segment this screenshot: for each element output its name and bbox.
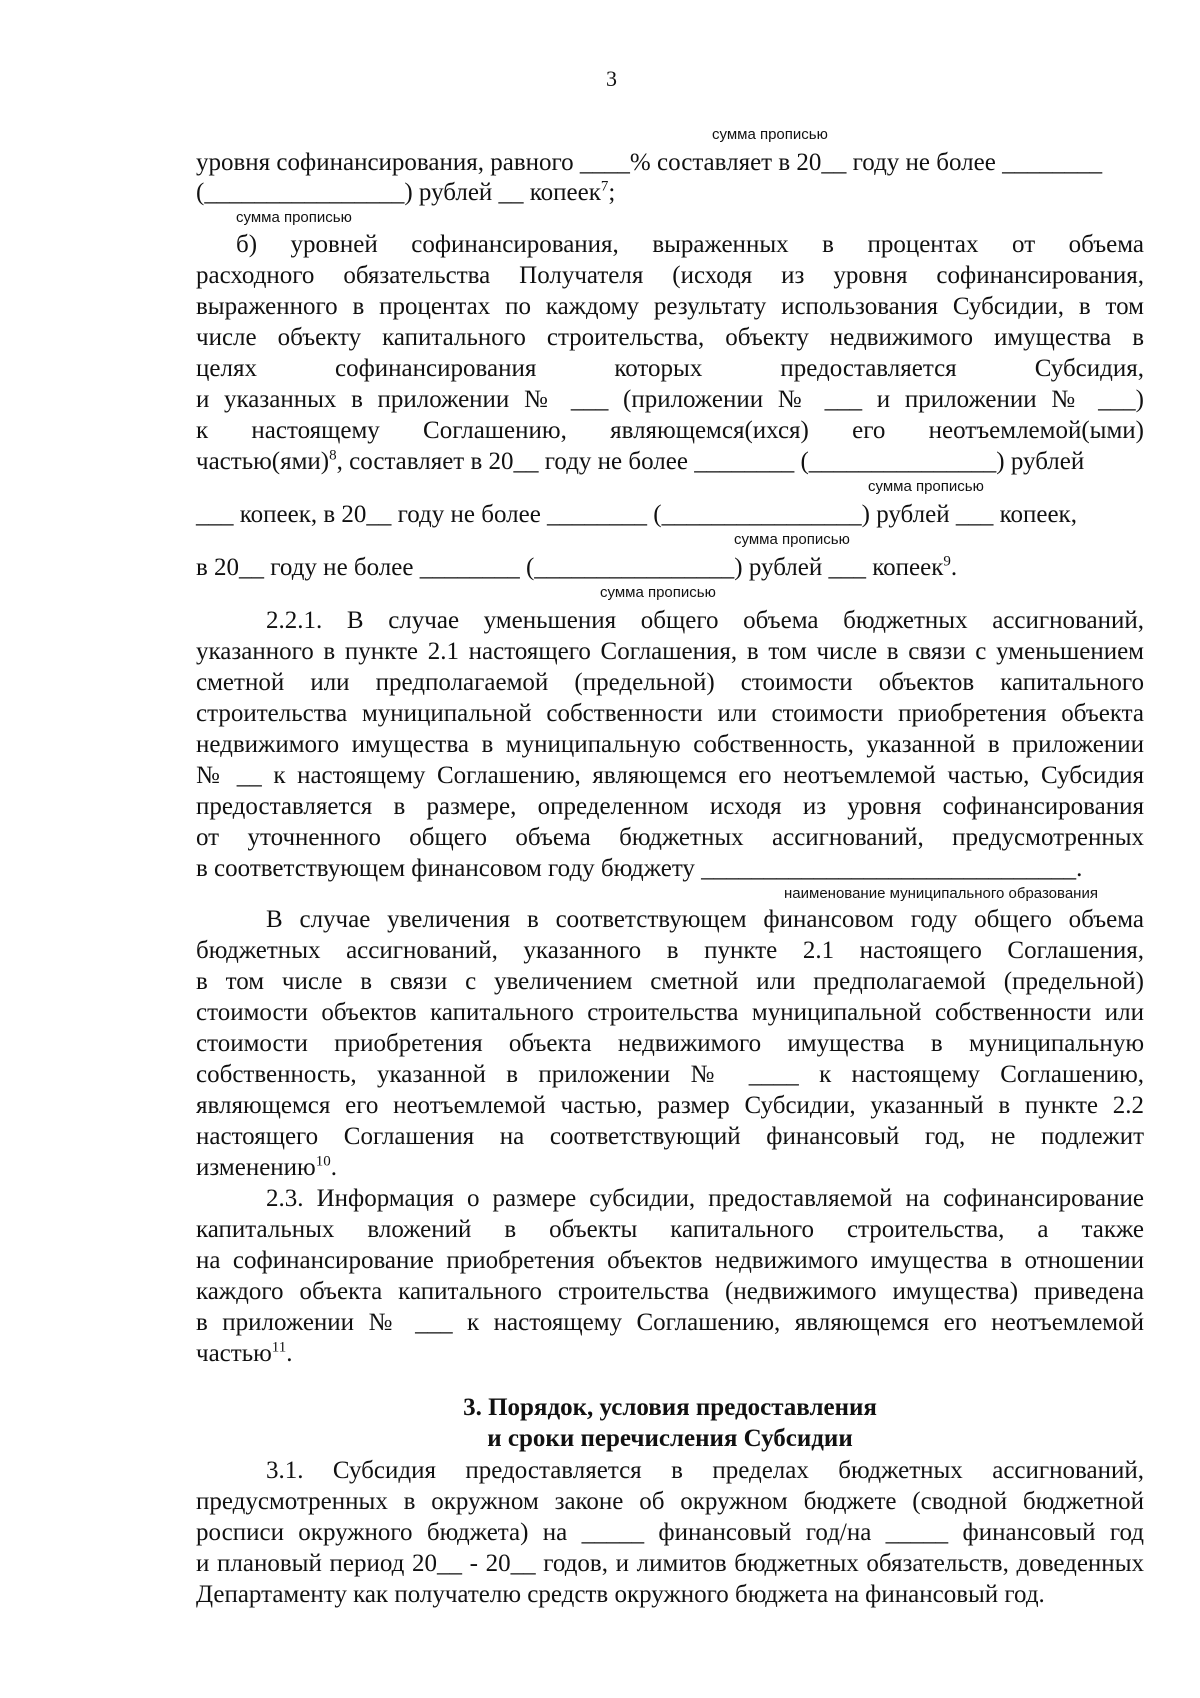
clause-2-2-1-line: от уточненного общего объема бюджетных ассигнований, предусмотренных [196, 824, 1144, 851]
footnote-ref: 11 [271, 1339, 287, 1356]
caption-amount-in-words: сумма прописью [712, 126, 828, 143]
clause-2-3-line: каждого объекта капитального строительства (недвижимого имущества) приведена [196, 1278, 1144, 1305]
footnote-ref: 8 [329, 447, 337, 464]
footnote-ref: 10 [315, 1153, 331, 1170]
text-line-footnote-10: изменению$^{10}$. [196, 1153, 337, 1181]
clause-2-2-1-line: 2.2.1. В случае уменьшения общего объема бюджетных ассигнований, [266, 607, 1144, 634]
text-line-footnote-9: в 20__ году не более ________ (________________) рублей ___ копеек$^9$. [196, 553, 958, 581]
increase-paragraph-line: являющемся его неотъемлемой частью, размер Субсидии, указанный в пункте 2.2 [196, 1092, 1144, 1119]
paragraph-b-line: числе объекту капитального строительства, объекту недвижимого имущества в [196, 324, 1144, 351]
text-line-footnote-7: (________________) рублей __ копеек$^7$; [196, 178, 616, 206]
clause-2-3-line: в приложении № ___ к настоящему Соглашению, являющемся его неотъемлемой [196, 1309, 1144, 1336]
paragraph-b-line: выраженного в процентах по каждому результату использования Субсидии, в том [196, 293, 1144, 320]
paragraph-b-line: и указанных в приложении № ___ (приложении № ___ и приложении № ___) [196, 386, 1144, 413]
increase-paragraph-line: настоящего Соглашения на соответствующий финансовый год, не подлежит [196, 1123, 1144, 1150]
clause-2-3-line: капитальных вложений в объекты капитального строительства, а также [196, 1216, 1144, 1243]
clause-3-1-line: Департаменту как получателю средств окружного бюджета на финансовый год. [196, 1581, 1045, 1608]
clause-2-3-line: 2.3. Информация о размере субсидии, предоставляемой на софинансирование [266, 1185, 1144, 1212]
text-line-footnote-8: частью(ями)$^8$, составляет в 20__ году не более ________ (_______________) рублей [196, 447, 1085, 475]
caption-amount-in-words: сумма прописью [734, 531, 850, 548]
section-heading: 3. Порядок, условия предоставления [463, 1394, 877, 1421]
caption-amount-in-words: сумма прописью [868, 478, 984, 495]
caption-amount-in-words: сумма прописью [236, 209, 352, 226]
paragraph-b-line: целях софинансирования которых предоставляется Субсидия, [196, 355, 1144, 382]
clause-2-2-1-line: предоставляется в размере, определенном исходя из уровня софинансирования [196, 793, 1144, 820]
clause-2-2-1-line: строительства муниципальной собственности или стоимости приобретения объекта [196, 700, 1144, 727]
clause-2-2-1-line: № __ к настоящему Соглашению, являющемся его неотъемлемой частью, Субсидия [196, 762, 1144, 789]
clause-2-2-1-line: в соответствующем финансовом году бюджету ______________________________. [196, 855, 1083, 882]
paragraph-b-line: б) уровней софинансирования, выраженных в процентах от объема [236, 231, 1144, 258]
page-number: 3 [606, 66, 617, 91]
increase-paragraph-line: В случае увеличения в соответствующем финансовом году общего объема [266, 906, 1144, 933]
clause-3-1-line: росписи окружного бюджета) на _____ финансовый год/на _____ финансовый год [196, 1519, 1144, 1546]
clause-2-2-1-line: указанного в пункте 2.1 настоящего Соглашения, в том числе в связи с уменьшением [196, 638, 1144, 665]
footnote-ref: 7 [600, 178, 609, 195]
clause-2-3-line: на софинансирование приобретения объектов недвижимого имущества в отношении [196, 1247, 1144, 1274]
increase-paragraph-line: собственность, указанной в приложении № ____ к настоящему Соглашению, [196, 1061, 1144, 1088]
increase-paragraph-line: в том числе в связи с увеличением сметной или предполагаемой (предельной) [196, 968, 1144, 995]
clause-3-1-line: 3.1. Субсидия предоставляется в пределах бюджетных ассигнований, [266, 1457, 1144, 1484]
paragraph-b-line: расходного обязательства Получателя (исходя из уровня софинансирования, [196, 262, 1144, 289]
text-line: ___ копеек, в 20__ году не более ________ (________________) рублей ___ копеек, [196, 501, 1077, 528]
text-line: уровня софинансирования, равного ____% составляет в 20__ году не более ________ [196, 149, 1103, 176]
clause-3-1-line: предусмотренных в окружном законе об окружном бюджете (сводной бюджетной [196, 1488, 1144, 1515]
increase-paragraph-line: стоимости приобретения объекта недвижимого имущества в муниципальную [196, 1030, 1144, 1057]
increase-paragraph-line: стоимости объектов капитального строительства муниципальной собственности или [196, 999, 1144, 1026]
clause-3-1-line: и плановый период 20__ - 20__ годов, и лимитов бюджетных обязательств, доведенных [196, 1550, 1144, 1577]
footnote-ref: 9 [943, 553, 951, 570]
caption-amount-in-words: сумма прописью [600, 584, 716, 601]
paragraph-b-line: к настоящему Соглашению, являющемся(ихся) его неотъемлемой(ыми) [196, 417, 1144, 444]
text-line-footnote-11: частью$^{11}$. [196, 1339, 293, 1367]
clause-2-2-1-line: недвижимого имущества в муниципальную собственность, указанной в приложении [196, 731, 1144, 758]
section-heading: и сроки перечисления Субсидии [487, 1425, 853, 1452]
caption-municipality-name: наименование муниципального образования [784, 885, 1098, 902]
clause-2-2-1-line: сметной или предполагаемой (предельной) стоимости объектов капитального [196, 669, 1144, 696]
increase-paragraph-line: бюджетных ассигнований, указанного в пункте 2.1 настоящего Соглашения, [196, 937, 1144, 964]
